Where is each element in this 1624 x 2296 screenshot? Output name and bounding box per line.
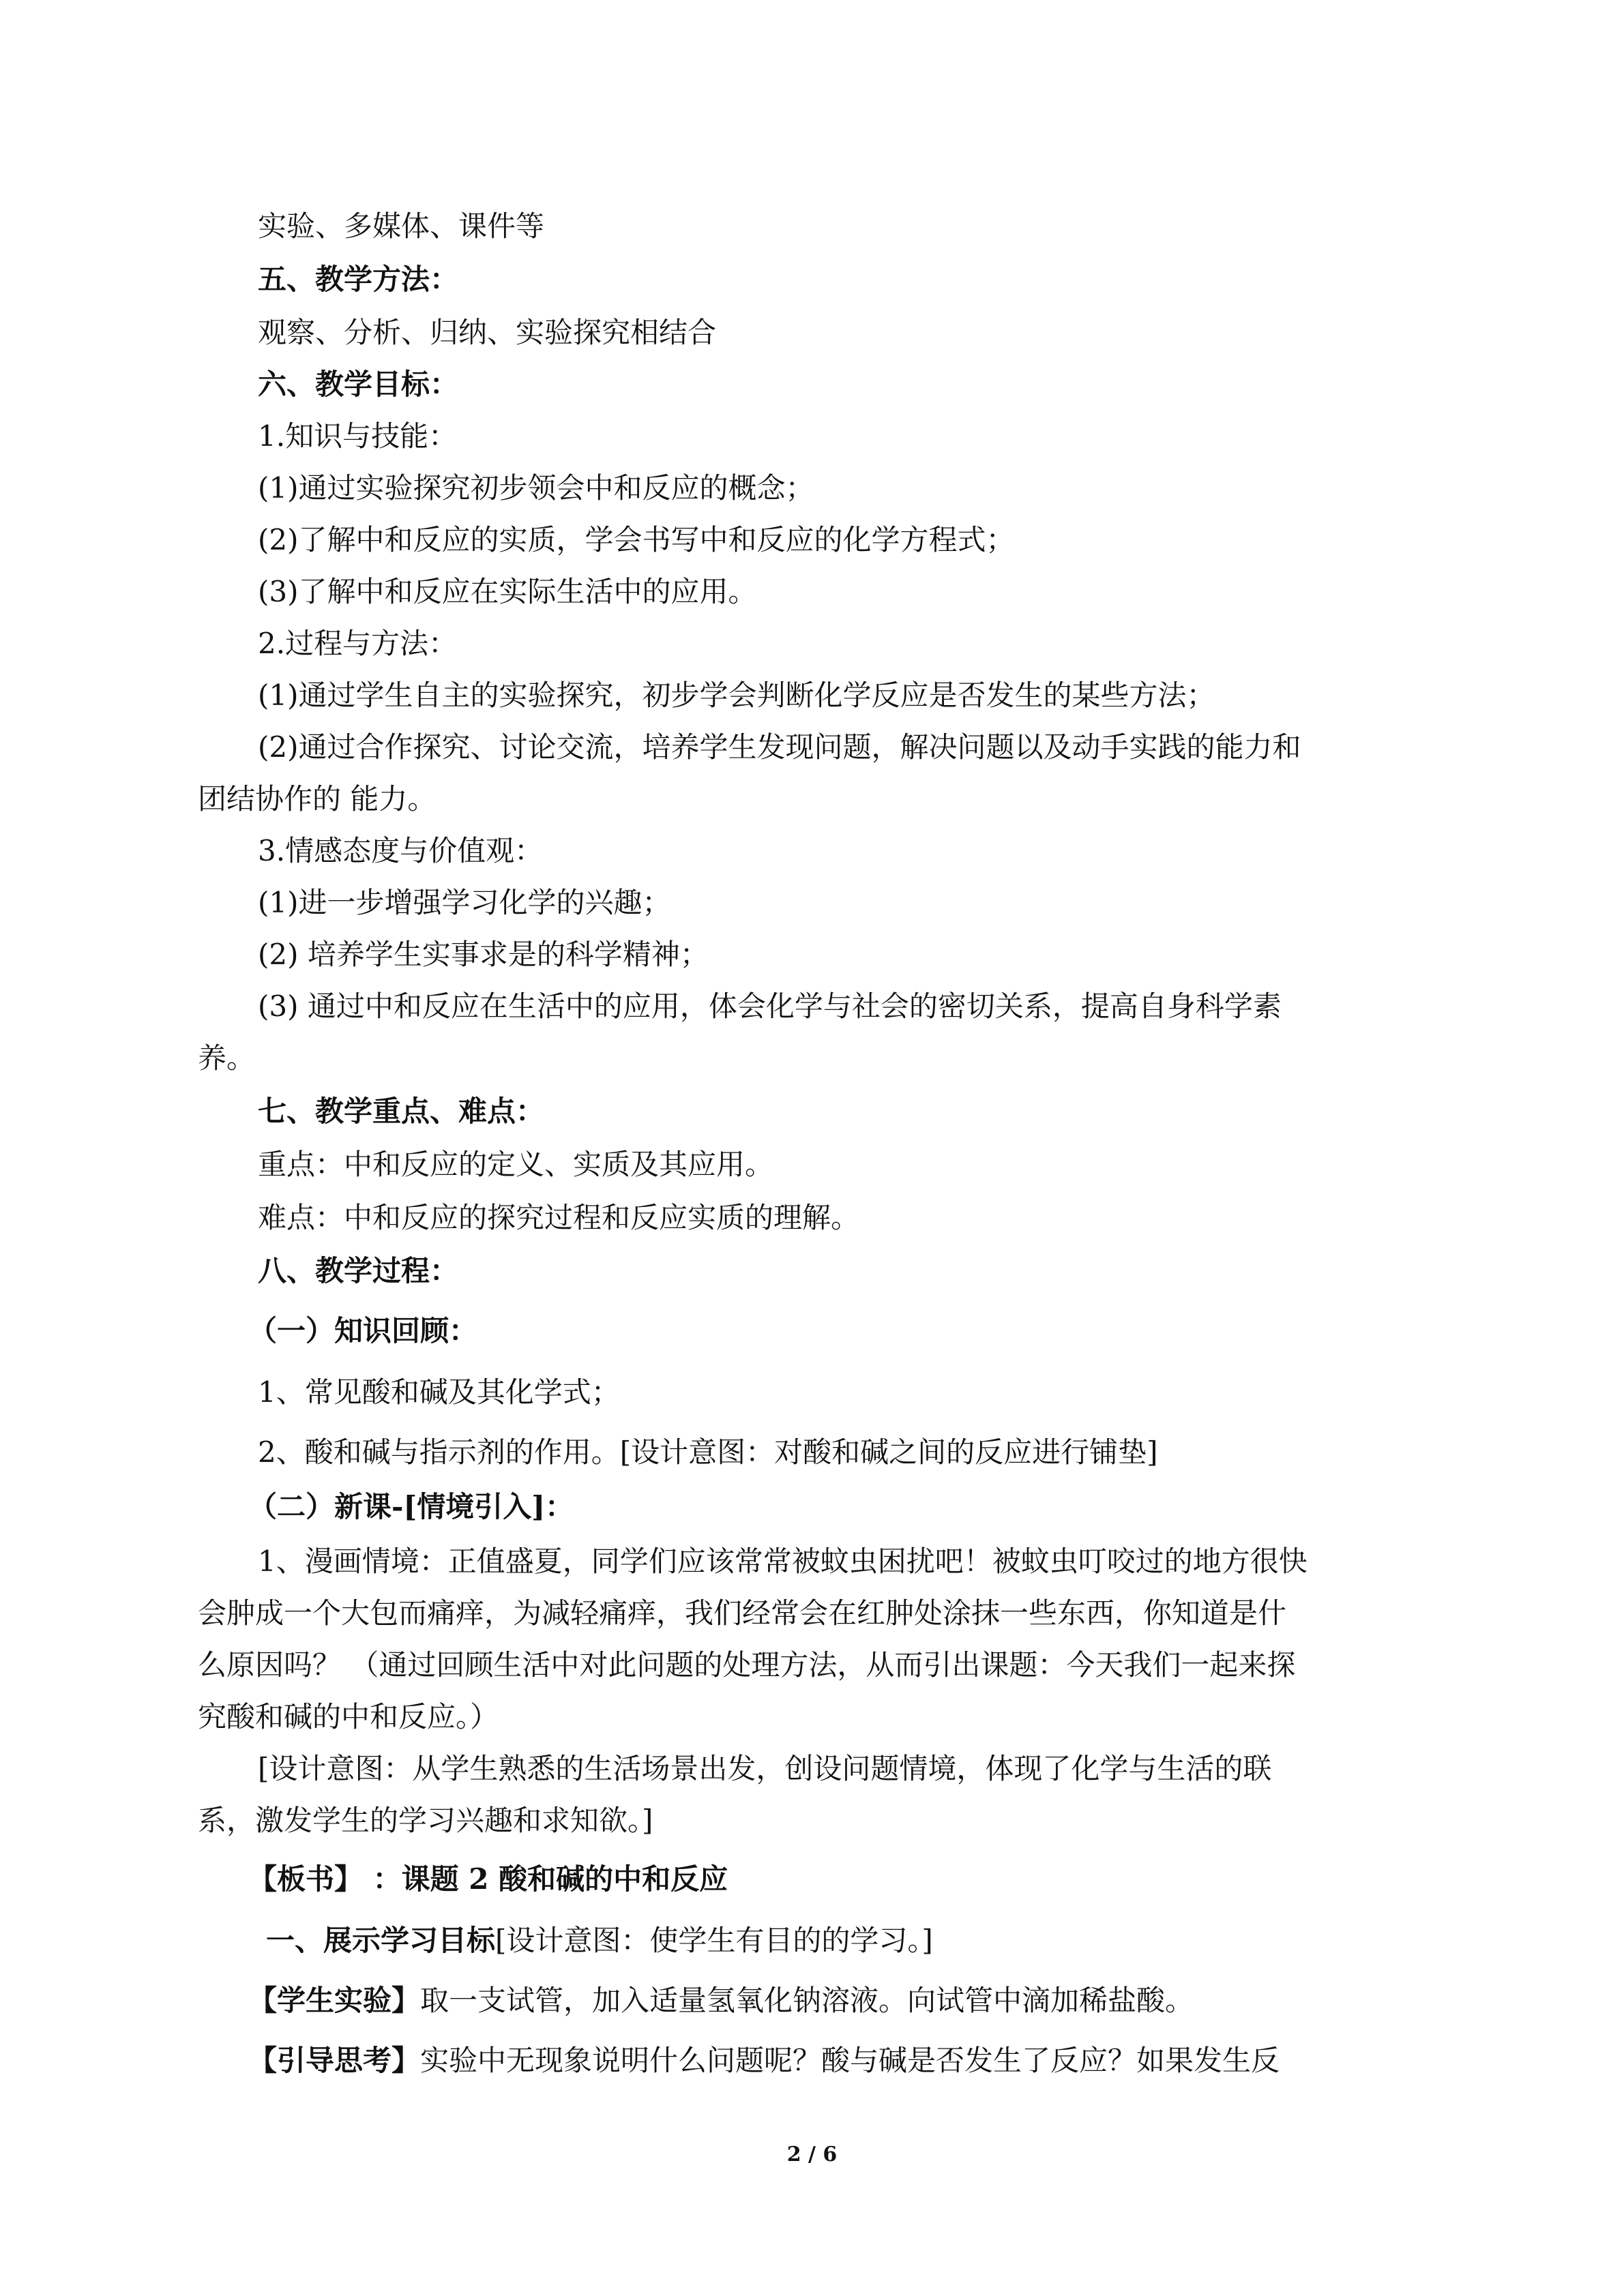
student-experiment-label: 【学生实验】 bbox=[248, 1984, 421, 2017]
page-number bbox=[0, 2141, 1624, 2168]
text-line: 2、酸和碱与指示剂的作用。[设计意图：对酸和碱之间的反应进行铺垫] bbox=[258, 1435, 1158, 1469]
text-line: 1.知识与技能： bbox=[258, 419, 458, 453]
text-line bbox=[248, 1980, 1194, 2021]
board-heading: 【板书】 ：课题 2 酸和碱的中和反应 bbox=[248, 1862, 728, 1896]
guided-thinking-text: 实验中无现象说明什么问题呢？酸与碱是否发生了反应？如果发生反 bbox=[420, 2044, 1280, 2077]
text-line: (1)通过实验探究初步领会中和反应的概念； bbox=[258, 471, 814, 505]
student-experiment-text: 取一支试管，加入适量氢氧化钠溶液。向试管中滴加稀盐酸。 bbox=[420, 1984, 1194, 2017]
design-intent-note: [设计意图：使学生有目的的学习。] bbox=[495, 1924, 933, 1957]
text-line bbox=[266, 1920, 933, 1961]
text-line: 会肿成一个大包而痛痒，为减轻痛痒，我们经常会在红肿处涂抹一些东西，你知道是什 bbox=[198, 1596, 1287, 1630]
page-separator: / bbox=[801, 2143, 823, 2166]
page-current: 2 bbox=[786, 2143, 801, 2166]
text-line: 么原因吗？ （通过回顾生活中对此问题的处理方法，从而引出课题：今天我们一起来探 bbox=[198, 1648, 1296, 1682]
text-line: [设计意图：从学生熟悉的生活场景出发，创设问题情境，体现了化学与生活的联 bbox=[258, 1752, 1272, 1785]
guided-thinking-label: 【引导思考】 bbox=[248, 2044, 421, 2077]
subsection-heading: （二）新课-[情境引入]： bbox=[248, 1490, 574, 1523]
text-line: 3.情感态度与价值观： bbox=[258, 834, 544, 867]
section-heading: 六、教学目标： bbox=[258, 368, 459, 401]
text-line: 重点：中和反应的定义、实质及其应用。 bbox=[258, 1148, 774, 1181]
text-line: 实验、多媒体、课件等 bbox=[258, 209, 545, 243]
text-line: (2)了解中和反应的实质，学会书写中和反应的化学方程式； bbox=[258, 523, 1015, 556]
text-line: (2)通过合作探究、讨论交流，培养学生发现问题，解决问题以及动手实践的能力和 bbox=[258, 730, 1301, 764]
text-line: 1、常见酸和碱及其化学式； bbox=[258, 1375, 620, 1409]
text-line: 团结协作的 能力。 bbox=[198, 782, 437, 816]
text-line: 1、漫画情境：正值盛夏，同学们应该常常被蚊虫困扰吧！被蚊虫叮咬过的地方很快 bbox=[258, 1545, 1308, 1578]
subsection-heading: （一）知识回顾： bbox=[248, 1314, 478, 1347]
page-total: 6 bbox=[823, 2143, 838, 2166]
section-heading: 七、教学重点、难点： bbox=[258, 1094, 545, 1128]
text-line bbox=[248, 2040, 1280, 2081]
goals-heading: 一、展示学习目标 bbox=[266, 1924, 496, 1957]
text-line: (3) 通过中和反应在生活中的应用，体会化学与社会的密切关系，提高自身科学素 bbox=[258, 989, 1282, 1023]
text-line: 2.过程与方法： bbox=[258, 627, 458, 660]
section-heading: 五、教学方法： bbox=[258, 263, 459, 296]
text-line: (1)进一步增强学习化学的兴趣； bbox=[258, 886, 671, 919]
text-line: 究酸和碱的中和反应。） bbox=[198, 1700, 499, 1733]
text-line: 难点：中和反应的探究过程和反应实质的理解。 bbox=[258, 1201, 860, 1234]
text-line: (1)通过学生自主的实验探究，初步学会判断化学反应是否发生的某些方法； bbox=[258, 679, 1215, 712]
section-heading: 八、教学过程： bbox=[258, 1254, 459, 1287]
text-line: 系，激发学生的学习兴趣和求知欲。] bbox=[198, 1804, 653, 1837]
text-line: (3)了解中和反应在实际生活中的应用。 bbox=[258, 575, 757, 608]
text-line: 观察、分析、归纳、实验探究相结合 bbox=[258, 316, 717, 349]
text-line: (2) 培养学生实事求是的科学精神； bbox=[258, 938, 709, 971]
text-line: 养。 bbox=[198, 1041, 256, 1075]
